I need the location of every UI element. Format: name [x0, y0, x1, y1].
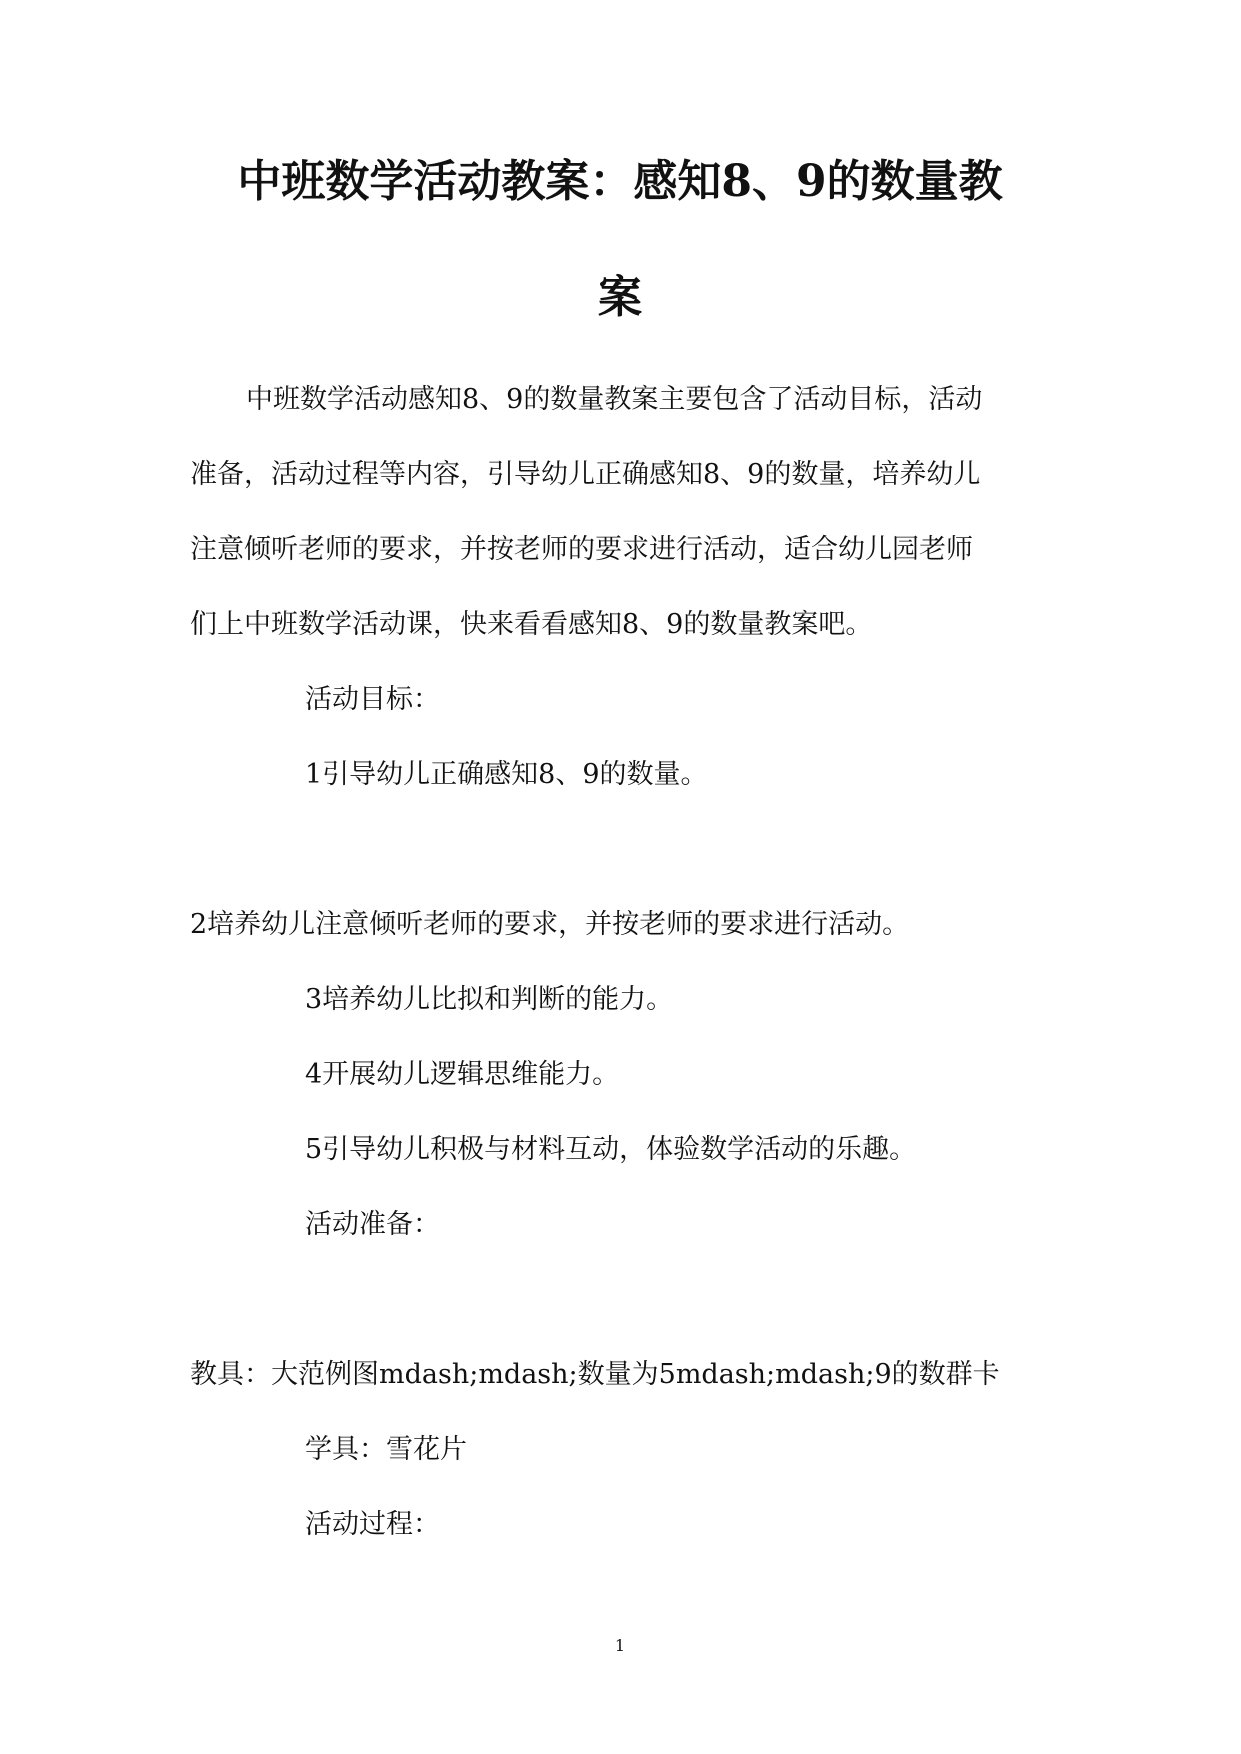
document-title-line-2: 案 — [598, 272, 642, 323]
goal-item-1: 1引导幼儿正确感知8、9的数量。 — [305, 759, 708, 790]
prep-heading: 活动准备： — [305, 1209, 440, 1240]
goal-item-5: 5引导幼儿积极与材料互动，体验数学活动的乐趣。 — [305, 1134, 917, 1165]
intro-line-4: 们上中班数学活动课，快来看看感知8、9的数量教案吧。 — [190, 609, 873, 640]
goal-item-3: 3培养幼儿比拟和判断的能力。 — [305, 984, 674, 1015]
goal-item-4: 4开展幼儿逻辑思维能力。 — [305, 1059, 620, 1090]
intro-line-2: 准备，活动过程等内容，引导幼儿正确感知8、9的数量，培养幼儿 — [190, 459, 981, 490]
teaching-aids: 教具：大范例图mdash;mdash;数量为5mdash;mdash;9的数群卡 — [190, 1359, 1000, 1390]
goal-item-2: 2培养幼儿注意倾听老师的要求，并按老师的要求进行活动。 — [190, 909, 910, 940]
goals-heading: 活动目标： — [305, 684, 440, 715]
process-heading: 活动过程： — [305, 1509, 440, 1540]
intro-line-3: 注意倾听老师的要求，并按老师的要求进行活动，适合幼儿园老师 — [190, 534, 973, 565]
intro-line-1: 中班数学活动感知8、9的数量教案主要包含了活动目标，活动 — [246, 384, 983, 415]
document-title-line-1: 中班数学活动教案：感知8、9的数量教 — [237, 156, 1003, 207]
learning-aids: 学具：雪花片 — [305, 1434, 467, 1465]
page-number: 1 — [614, 1636, 626, 1655]
